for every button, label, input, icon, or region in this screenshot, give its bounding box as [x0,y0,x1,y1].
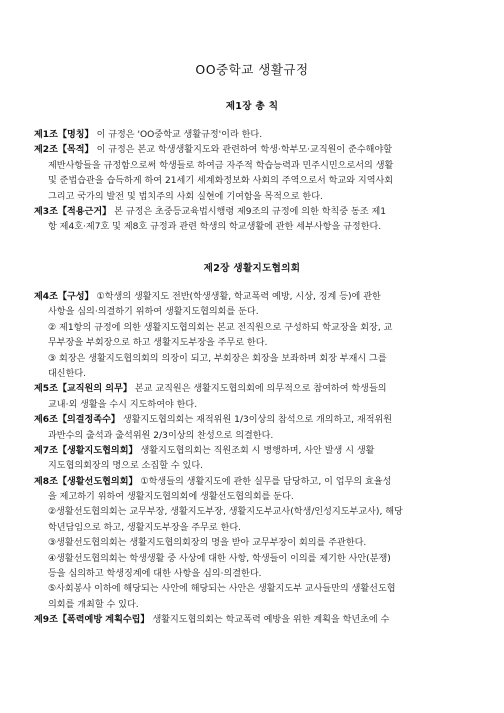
article-line [34,613,474,628]
article-line [34,521,474,536]
article-label: 제8조【생활선도협의회】 [34,476,138,487]
article-text: 교내·외 생활을 수시 지도하여야 한다. [48,399,198,410]
article-line [34,413,474,428]
article-text: ④생활선도협의회는 학생생활 중 사상에 대한 사항, 학생들이 이의를 제기한 사안(분쟁) [48,553,391,564]
article-text: 과반수의 출석과 출석위원 2/3이상의 찬성으로 의결한다. [48,430,274,441]
article-line [34,382,474,397]
chapter-1-body [34,128,474,236]
article-label: 제2조【목적】 [34,145,94,156]
article-text: 대신한다. [48,368,87,379]
article-text: ③생활선도협의회는 생활지도협의회장의 명을 받아 교무부장이 회의를 주관한다. [48,538,367,549]
article-line [34,159,474,174]
article-label: 제1조【명칭】 [34,130,94,140]
article-text: 이 규정은 본교 학생생활지도와 관련하여 학생·학부모·교직원이 준수해야할 [96,145,393,156]
article-text: 및 준법습관을 습득하게 하여 21세기 세계화정보화 사회의 주역으로서 학교와 지역사회 [48,176,394,187]
article-line [34,536,474,551]
article-label: 제6조【의결정족수】 [34,415,121,426]
article-line [34,444,474,459]
chapter-1-title: 제1장 총 칙 [225,101,279,112]
article-line [34,205,474,220]
article-line [34,336,474,351]
article-line [34,475,474,490]
article-line [34,429,474,444]
article-line [34,305,474,320]
article-label: 제4조【구성】 [34,292,94,302]
article-line [34,143,474,158]
chapter-2-title: 제2장 생활지도협의회 [203,263,301,274]
article-line [34,367,474,382]
article-text: 항 제4호·제7호 및 제8호 규정과 관련 학생의 학교생활에 관한 세부사항을 규정한다. [48,222,382,233]
article-text: 무부장을 부회장으로 하고 생활지도부장을 주무로 한다. [48,338,268,349]
article-text: 사항을 심의·의결하기 위하여 생활지도협의회를 둔다. [48,307,259,318]
article-label: 제3조【적용근거】 [34,206,112,217]
article-line [34,490,474,505]
article-text: ⑤사회봉사 이하에 해당되는 사안에 해당되는 사안은 생활지도부 교사들만의 생활선도협 [48,584,396,595]
article-line [34,352,474,367]
article-line [34,398,474,413]
article-text: 학년담임으로 하고, 생활지도부장을 주무로 한다. [48,522,242,533]
article-line [34,582,474,597]
article-line [34,459,474,474]
article-line [34,128,474,143]
article-text: 생활지도협의회는 학교폭력 예방을 위한 계획을 학년초에 수 [152,615,390,626]
article-line [34,290,474,305]
article-label: 제5조【교직원의 의무】 [34,384,132,395]
article-text: 본 규정은 초중등교육법시행령 제9조의 규정에 의한 학칙중 동조 제1 [114,206,387,217]
article-line [34,174,474,189]
article-line [34,552,474,567]
article-text: 생활지도협의회는 직원조회 시 병행하며, 사안 발생 시 생활 [140,445,375,456]
article-text: ②생활선도협의회는 교무부장, 생활지도부장, 생활지도부교사(학생/인성지도부교사), 해당 [48,507,403,518]
article-text: ② 제1항의 규정에 의한 생활지도협의회는 본교 전직원으로 구성하되 학교장을 회장, 교 [48,322,393,333]
article-text: 제반사항들을 규정함으로써 학생들로 하여금 자주적 학습능력과 민주시민으로서의 생활 [48,160,394,171]
article-line [34,505,474,520]
article-text: ①학생의 생활지도 전반(학생생활, 학교폭력 예방, 시상, 징계 등)에 관한 [96,292,381,302]
document-title: OO중학교 생활규정 [195,62,309,77]
article-text: 의회를 개최할 수 있다. [48,599,139,610]
article-text: 지도협의회장의 명으로 소집할 수 있다. [48,461,204,472]
article-line [34,190,474,205]
article-text: 등을 심의하고 학생징계에 대한 사항을 심의·의결한다. [48,569,262,580]
article-text: 그리고 국가의 발전 및 법치주의 사회 실현에 기여함을 목적으로 한다. [48,191,323,202]
article-text: 이 규정은 'OO중학교 생활규정'이라 한다. [96,130,263,140]
article-line [34,567,474,582]
article-text: ③ 회장은 생활지도협의회의 의장이 되고, 부회장은 회장을 보좌하며 회장 부재시 그를 [48,353,387,364]
article-text: 생활지도협의회는 재적위원 1/3이상의 참석으로 개의하고, 재적위원 [122,415,393,426]
article-label: 제9조【폭력예방 계획수립】 [34,615,150,626]
article-line [34,321,474,336]
article-line [34,220,474,235]
article-text: 본교 교직원은 생활지도협의회에 의무적으로 참여하여 학생들의 [134,384,387,395]
article-label: 제7조【생활지도협의회】 [34,445,138,456]
chapter-2-body [34,290,474,629]
article-text: ①학생들의 생활지도에 관한 실무를 담당하고, 이 업무의 효율성 [140,476,392,487]
article-line [34,598,474,613]
article-text: 을 제고하기 위하여 생활지도협의회에 생활선도협의회를 둔다. [48,492,294,503]
